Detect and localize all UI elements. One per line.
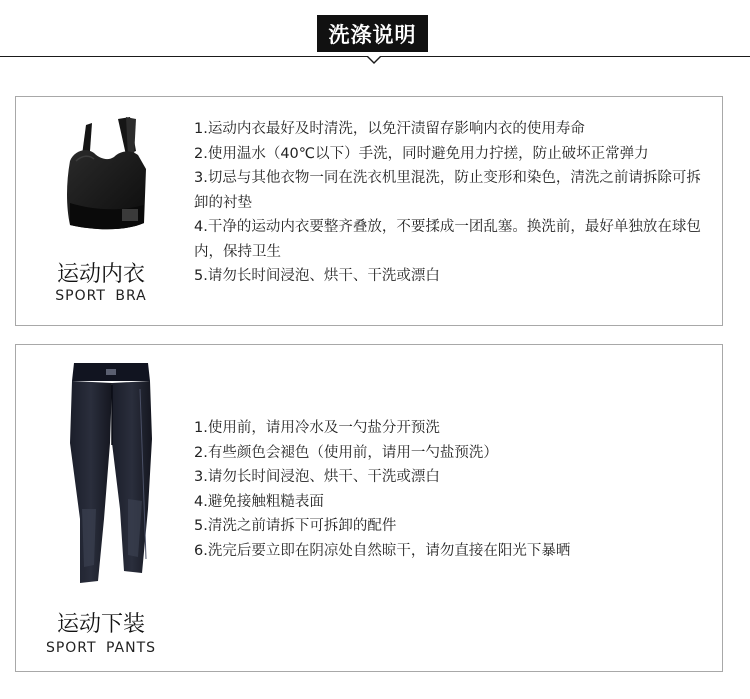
list-item: 4.干净的运动内衣要整齐叠放，不要揉成一团乱塞。换洗前，最好单独放在球包内，保持卫生 <box>194 219 701 260</box>
bra-title: 运动内衣 <box>56 262 145 287</box>
sport-bra-image <box>56 111 171 241</box>
title-pointer-inner <box>368 56 380 62</box>
list-item: 5.清洗之前请拆下可拆卸的配件 <box>194 518 397 534</box>
list-item: 3.切忌与其他衣物一同在洗衣机里混洗，防止变形和染色，清洗之前请拆除可拆卸的衬垫 <box>194 170 701 211</box>
list-item: 1.使用前，请用冷水及一勺盐分开预洗 <box>194 420 440 436</box>
list-item: 2.使用温水（40℃以下）手洗，同时避免用力拧搓，防止破坏正常弹力 <box>194 145 649 162</box>
list-item: 4.避免接触粗糙表面 <box>194 493 324 510</box>
list-item: 5.请勿长时间浸泡、烘干、干洗或漂白 <box>194 268 440 284</box>
sport-pants-image <box>52 359 172 595</box>
list-item: 6.洗完后要立即在阴凉处自然晾干，请勿直接在阳光下暴晒 <box>194 542 571 559</box>
bra-title-en: SPORT BRA <box>55 288 147 304</box>
pants-title-en: SPORT PANTS <box>45 640 157 656</box>
pants-wash-instructions <box>194 416 706 563</box>
list-item: 2.有些颜色会褪色（使用前，请用一勺盐预洗） <box>194 444 498 461</box>
bra-wash-instructions <box>194 117 706 289</box>
page-title: 洗涤说明 <box>317 15 428 52</box>
sport-bra-card <box>15 96 723 326</box>
list-item: 3.请勿长时间浸泡、烘干、干洗或漂白 <box>194 469 440 485</box>
pants-title: 运动下装 <box>56 612 145 637</box>
list-item: 1.运动内衣最好及时清洗，以免汗渍留存影响内衣的使用寿命 <box>194 121 585 137</box>
sport-pants-card <box>15 344 723 672</box>
